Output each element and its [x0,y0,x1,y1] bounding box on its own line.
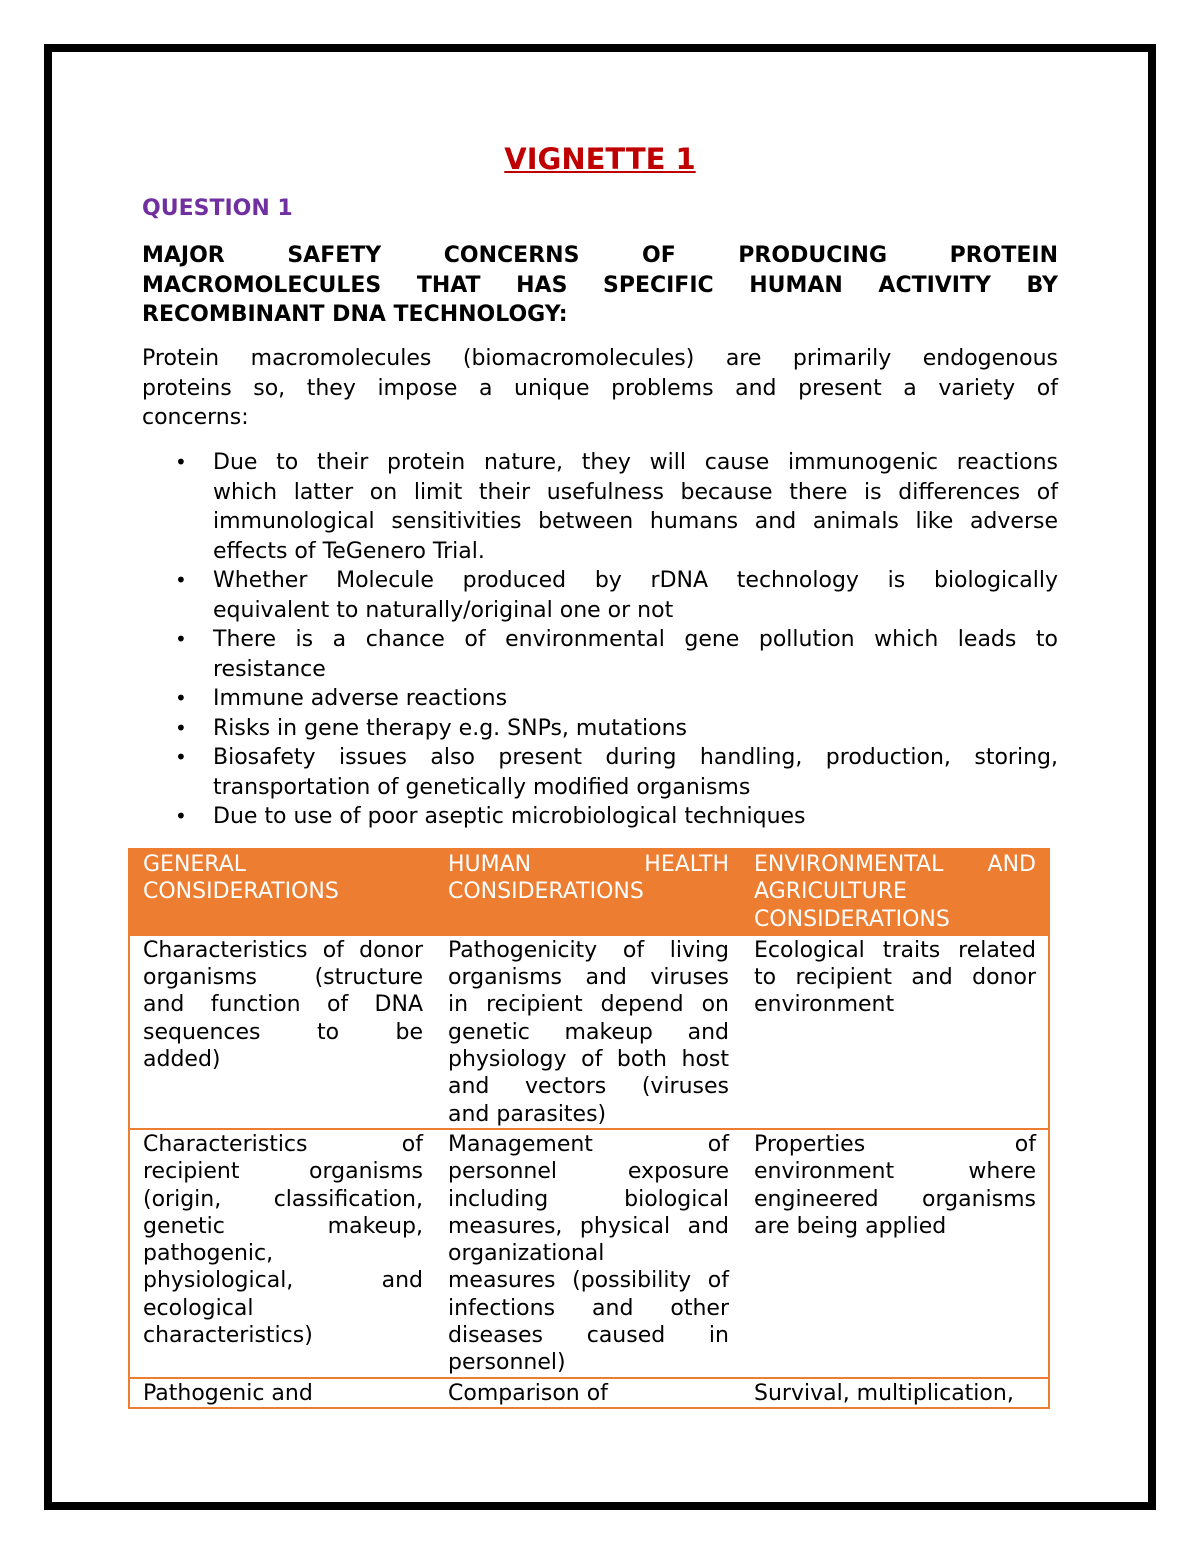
table-row [129,1129,1049,1378]
bullet-icon: • [175,450,187,474]
cell-line: to recipient and donor [754,965,1036,991]
bullet-icon: • [175,804,187,828]
table-cell [435,935,741,1129]
cell-line: GENERAL [143,852,247,877]
cell-line: characteristics) [143,1323,313,1349]
table-cell [435,848,741,935]
list-item-line: There is a chance of environmental gene pollution which leads to [213,627,1058,652]
list-item [142,566,1058,625]
cell-line: personnel exposure [448,1159,729,1185]
cell-line: Survival, multiplication, [754,1380,1014,1406]
cell-line: ecological [143,1295,254,1321]
cell-line: pathogenic, [143,1241,274,1267]
concerns-list [142,448,1058,832]
cell-line: Ecological traits related [754,937,1036,963]
heading-line: MAJOR SAFETY CONCERNS OF PRODUCING PROTEIN [142,243,1058,268]
cell-line: (origin, classification, [143,1186,423,1212]
list-item-line: Due to use of poor aseptic microbiological techniques [213,804,806,829]
table-cell [129,1378,435,1408]
cell-line: HUMAN HEALTH [448,852,729,877]
section-heading [142,241,1058,330]
list-item [142,743,1058,802]
cell-line: CONSIDERATIONS [143,879,339,905]
list-item-line: effects of TeGenero Trial. [213,538,485,564]
table-cell [741,1129,1049,1378]
cell-line: recipient organisms [143,1159,423,1185]
cell-line: and vectors (viruses [448,1074,729,1100]
bullet-icon: • [175,686,187,710]
cell-line: genetic makeup, [143,1213,423,1239]
cell-line: measures (possibility of [448,1268,729,1294]
intro-paragraph [142,344,1058,433]
cell-line: including biological [448,1186,729,1212]
table-header-row [129,848,1049,935]
cell-line: diseases caused in [448,1323,729,1349]
question-label: QUESTION 1 [142,196,293,221]
table-cell [741,935,1049,1129]
bullet-icon: • [175,745,187,769]
list-item-line: which latter on limit their usefulness because there is differences of [213,479,1058,505]
table-cell [741,1378,1049,1408]
table-cell [129,935,435,1129]
list-item-line: equivalent to naturally/original one or not [213,597,674,623]
cell-line: infections and other [448,1295,729,1321]
cell-line: in recipient depend on [448,992,729,1018]
cell-line: Properties of [754,1131,1036,1157]
intro-line: proteins so, they impose a unique problems and present a variety of [142,375,1058,401]
cell-line: AGRICULTURE [754,879,907,905]
cell-line: personnel) [448,1350,566,1376]
list-item [142,625,1058,684]
cell-line: CONSIDERATIONS [448,879,644,905]
list-item-line: immunological sensitivities between humans and animals like adverse [213,509,1058,534]
cell-line: are being applied [754,1213,947,1239]
bullet-icon: • [175,568,187,592]
cell-line: ENVIRONMENTAL AND [754,852,1036,877]
cell-line: genetic makeup and [448,1019,729,1045]
cell-line: organisms (structure [143,965,423,991]
list-item-line: transportation of genetically modified organisms [213,774,751,800]
cell-line: Pathogenicity of living [448,937,729,963]
cell-line: Pathogenic and [143,1380,313,1406]
cell-line: physiology of both host [448,1047,729,1073]
cell-line: environment where [754,1159,1036,1185]
cell-line: Comparison of [448,1380,608,1406]
cell-line: added) [143,1047,221,1073]
list-item-line: Risks in gene therapy e.g. SNPs, mutations [213,715,687,741]
list-item [142,714,1058,744]
list-item-line: Whether Molecule produced by rDNA technology is biologically [213,568,1058,593]
cell-line: physiological, and [143,1268,423,1294]
list-item [142,684,1058,714]
document-title: VIGNETTE 1 [504,142,696,176]
table-row [129,935,1049,1129]
cell-line: CONSIDERATIONS [754,906,950,932]
cell-line: environment [754,992,895,1018]
cell-line: Characteristics of [143,1131,423,1157]
cell-line: sequences to be [143,1019,423,1045]
cell-line: measures, physical and [448,1213,729,1239]
list-item [142,802,1058,832]
cell-line: Management of [448,1131,729,1157]
heading-line: MACROMOLECULES THAT HAS SPECIFIC HUMAN ACTIVITY BY [142,272,1058,298]
cell-line: and parasites) [448,1101,607,1127]
table-row [129,1378,1049,1408]
list-item-line: Biosafety issues also present during handling, production, storing, [213,745,1058,770]
list-item-line: resistance [213,656,326,682]
table-cell [741,848,1049,935]
list-item-line: Due to their protein nature, they will cause immunogenic reactions [213,450,1058,475]
cell-line: and function of DNA [143,992,423,1018]
cell-line: Characteristics of donor [143,937,423,963]
cell-line: organisms and viruses [448,965,729,991]
table-cell [129,848,435,935]
considerations-table [128,848,1050,1409]
bullet-icon: • [175,627,187,651]
list-item-line: Immune adverse reactions [213,686,508,711]
table-cell [435,1129,741,1378]
intro-line: Protein macromolecules (biomacromolecules) are primarily endogenous [142,346,1058,371]
intro-line: concerns: [142,405,249,430]
table-cell [435,1378,741,1408]
heading-line: RECOMBINANT DNA TECHNOLOGY: [142,302,568,327]
cell-line: organizational [448,1241,605,1267]
table-cell [129,1129,435,1378]
cell-line: engineered organisms [754,1186,1036,1212]
bullet-icon: • [175,715,187,740]
list-item [142,448,1058,566]
